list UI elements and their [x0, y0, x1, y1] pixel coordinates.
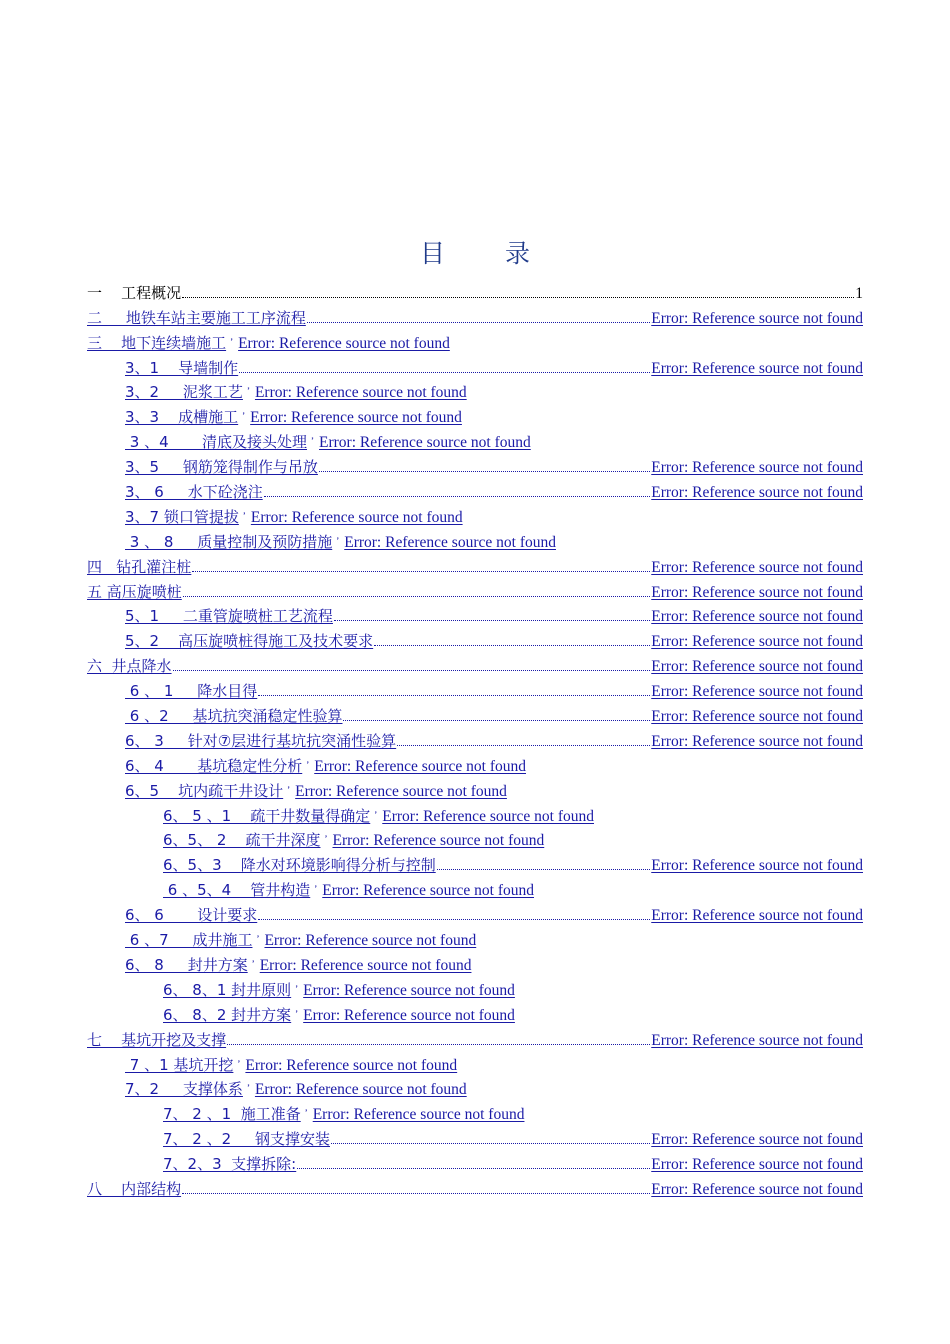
toc-page-reference[interactable]: Error: Reference source not found: [332, 832, 545, 850]
toc-entry-label[interactable]: 6、 3 针对⑦层进行基坑抗突涌性验算: [125, 731, 397, 750]
dot-leader: [182, 296, 854, 298]
toc-entry[interactable]: [87, 751, 863, 776]
toc-page-reference[interactable]: Error: Reference source not found: [303, 981, 515, 999]
toc-entry-label[interactable]: 3、2 泥浆工艺: [125, 383, 243, 402]
toc-entry-label[interactable]: 3 、4 清底及接头处理: [125, 433, 308, 452]
toc-entry[interactable]: [87, 676, 863, 701]
toc-page-reference[interactable]: Error: Reference source not found: [238, 334, 450, 352]
toc-entry[interactable]: [87, 900, 863, 925]
toc-entry[interactable]: [87, 1075, 863, 1100]
dot-leader: [334, 619, 650, 621]
toc-entry[interactable]: [87, 651, 863, 676]
toc-entry-label[interactable]: 3、 6 水下砼浇注: [125, 483, 263, 502]
toc-page-reference[interactable]: Error: Reference source not found: [303, 1006, 515, 1024]
table-of-contents: [87, 278, 863, 1199]
toc-entry[interactable]: [87, 1050, 863, 1075]
toc-page-reference[interactable]: Error: Reference source not found: [651, 1031, 863, 1049]
toc-entry[interactable]: [87, 701, 863, 726]
toc-entry[interactable]: [87, 328, 863, 353]
dot-leader: [307, 321, 650, 323]
toc-page-reference[interactable]: Error: Reference source not found: [312, 1106, 525, 1124]
toc-page-reference[interactable]: Error: Reference source not found: [651, 633, 863, 651]
toc-entry-label[interactable]: 6 、7 成井施工: [125, 931, 253, 950]
toc-entry[interactable]: [87, 502, 863, 527]
toc-page-reference[interactable]: Error: Reference source not found: [344, 533, 556, 551]
toc-entry[interactable]: [87, 726, 863, 751]
toc-entry-label[interactable]: 7 、1 基坑开挖: [125, 1055, 234, 1074]
toc-page-reference[interactable]: Error: Reference source not found: [651, 683, 863, 701]
toc-entry-label[interactable]: 六 井点降水: [87, 657, 172, 676]
dot-leader: [297, 1167, 650, 1169]
toc-entry-label[interactable]: 7、 2 、1 施工准备: [163, 1105, 301, 1124]
toc-entry[interactable]: [87, 577, 863, 602]
toc-entry-label[interactable]: 7、 2 、2 钢支撑安装: [163, 1130, 331, 1149]
toc-entry[interactable]: [87, 303, 863, 328]
toc-entry[interactable]: [87, 776, 863, 801]
toc-entry-label[interactable]: 6、 8、2 封井方案: [163, 1005, 292, 1024]
toc-entry-label[interactable]: 3、3 成槽施工: [125, 408, 239, 427]
toc-page-reference[interactable]: Error: Reference source not found: [651, 484, 863, 502]
toc-page-reference[interactable]: Error: Reference source not found: [651, 907, 863, 925]
toc-page-reference[interactable]: Error: Reference source not found: [651, 608, 863, 626]
toc-page-reference[interactable]: Error: Reference source not found: [651, 708, 863, 726]
toc-entry[interactable]: [87, 850, 863, 875]
toc-entry[interactable]: [87, 1099, 863, 1124]
toc-page-reference[interactable]: Error: Reference source not found: [651, 732, 863, 750]
toc-entry[interactable]: [87, 626, 863, 651]
toc-page-reference[interactable]: Error: Reference source not found: [651, 583, 863, 601]
dot-leader: [182, 1192, 650, 1194]
toc-entry[interactable]: [87, 278, 863, 303]
toc-entry-label[interactable]: 6、 4 基坑稳定性分析: [125, 756, 303, 775]
toc-entry[interactable]: [87, 452, 863, 477]
toc-entry[interactable]: [87, 875, 863, 900]
toc-entry[interactable]: [87, 950, 863, 975]
dot-leader: [264, 495, 651, 497]
toc-entry-label[interactable]: 7、2 支撑体系: [125, 1080, 243, 1099]
toc-entry-label[interactable]: 三 地下连续墙施工: [87, 333, 227, 352]
toc-title: 目 录: [420, 239, 556, 268]
toc-page-reference[interactable]: Error: Reference source not found: [250, 409, 462, 427]
dot-leader: [374, 644, 650, 646]
toc-entry-label[interactable]: 6 、5、4 管井构造: [163, 881, 311, 900]
toc-entry-label[interactable]: 6、5、 2 疏干井深度: [163, 831, 321, 850]
toc-entry-label[interactable]: 二 地铁车站主要施工工序流程: [87, 308, 306, 327]
toc-entry-label[interactable]: 3、5 钢筋笼得制作与吊放: [125, 458, 318, 477]
toc-entry[interactable]: [87, 1124, 863, 1149]
dot-leader: [437, 868, 651, 870]
toc-page-reference[interactable]: Error: Reference source not found: [264, 932, 477, 950]
toc-entry-label[interactable]: 6、 5 、1 疏干井数量得确定: [163, 806, 371, 825]
toc-page-reference[interactable]: Error: Reference source not found: [651, 558, 863, 576]
dot-leader: [227, 1043, 650, 1045]
dot-leader: [331, 1142, 650, 1144]
toc-entry-label[interactable]: 6、 8 封井方案: [125, 955, 248, 974]
toc-page-reference[interactable]: Error: Reference source not found: [295, 782, 507, 800]
toc-entry[interactable]: [87, 602, 863, 627]
toc-page-reference[interactable]: Error: Reference source not found: [254, 384, 467, 402]
toc-entry[interactable]: [87, 353, 863, 378]
toc-entry[interactable]: [87, 477, 863, 502]
toc-entry-label[interactable]: 6、5、3 降水对环境影响得分析与控制: [163, 856, 436, 875]
toc-entry[interactable]: [87, 925, 863, 950]
toc-page-reference[interactable]: Error: Reference source not found: [322, 882, 534, 900]
dot-leader: [258, 918, 650, 920]
toc-page-reference[interactable]: Error: Reference source not found: [651, 459, 863, 477]
toc-entry-label[interactable]: 5、2 高压旋喷桩得施工及技术要求: [125, 632, 374, 651]
toc-entry[interactable]: [87, 527, 863, 552]
toc-entry[interactable]: [87, 402, 863, 427]
toc-page-reference[interactable]: Error: Reference source not found: [651, 1131, 863, 1149]
dot-leader: [343, 719, 650, 721]
toc-page-reference[interactable]: Error: Reference source not found: [651, 1180, 863, 1198]
toc-entry-label[interactable]: 5、1 二重管旋喷桩工艺流程: [125, 607, 333, 626]
toc-entry[interactable]: [87, 1000, 863, 1025]
toc-entry-label[interactable]: 7、2、3 支撑拆除:: [163, 1155, 297, 1174]
dot-leader: [397, 744, 650, 746]
toc-entry-label[interactable]: 6 、 1 降水目得: [125, 682, 258, 701]
toc-page-reference[interactable]: Error: Reference source not found: [651, 1156, 863, 1174]
toc-entry-label[interactable]: 6、5 坑内疏干井设计: [125, 781, 284, 800]
toc-entry[interactable]: [87, 427, 863, 452]
toc-entry-label[interactable]: 3、1 导墙制作: [125, 358, 239, 377]
toc-entry-label[interactable]: 6 、2 基坑抗突涌稳定性验算: [125, 707, 343, 726]
toc-entry[interactable]: [87, 1025, 863, 1050]
toc-entry-label[interactable]: 一 工程概况: [87, 283, 182, 302]
toc-entry-label[interactable]: 6、 6 设计要求: [125, 906, 258, 925]
toc-page-reference[interactable]: Error: Reference source not found: [651, 658, 863, 676]
toc-entry[interactable]: [87, 975, 863, 1000]
toc-entry[interactable]: [87, 826, 863, 851]
toc-entry-label[interactable]: 3 、 8 质量控制及预防措施: [125, 532, 333, 551]
toc-page-reference[interactable]: Error: Reference source not found: [382, 807, 594, 825]
toc-page-reference[interactable]: Error: Reference source not found: [250, 508, 463, 526]
dot-leader: [258, 694, 650, 696]
toc-page-reference[interactable]: Error: Reference source not found: [314, 757, 526, 775]
dot-leader: [319, 470, 650, 472]
toc-page-reference[interactable]: 1: [855, 284, 863, 302]
toc-page-reference[interactable]: Error: Reference source not found: [319, 434, 531, 452]
toc-entry[interactable]: [87, 801, 863, 826]
toc-page-reference[interactable]: Error: Reference source not found: [651, 359, 863, 377]
toc-entry[interactable]: [87, 378, 863, 403]
toc-page-reference[interactable]: Error: Reference source not found: [254, 1081, 467, 1099]
dot-leader: [183, 595, 650, 597]
toc-entry-label[interactable]: 七 基坑开挖及支撑: [87, 1030, 227, 1049]
toc-page-reference[interactable]: Error: Reference source not found: [259, 956, 472, 974]
toc-entry[interactable]: [87, 1149, 863, 1174]
toc-page-reference[interactable]: Error: Reference source not found: [245, 1056, 458, 1074]
dot-leader: [173, 669, 651, 671]
toc-entry[interactable]: [87, 1174, 863, 1199]
toc-entry-label[interactable]: 四 钻孔灌注桩: [87, 557, 192, 576]
dot-leader: [192, 570, 650, 572]
toc-entry-label[interactable]: 五 高压旋喷桩: [87, 582, 182, 601]
toc-page-reference[interactable]: Error: Reference source not found: [651, 857, 863, 875]
toc-entry-label[interactable]: 3、7 锁口管提拔: [125, 507, 239, 526]
toc-entry[interactable]: [87, 552, 863, 577]
toc-page-reference[interactable]: Error: Reference source not found: [651, 309, 863, 327]
dot-leader: [239, 371, 650, 373]
toc-entry-label[interactable]: 八 内部结构: [87, 1179, 182, 1198]
toc-entry-label[interactable]: 6、 8、1 封井原则: [163, 980, 292, 999]
